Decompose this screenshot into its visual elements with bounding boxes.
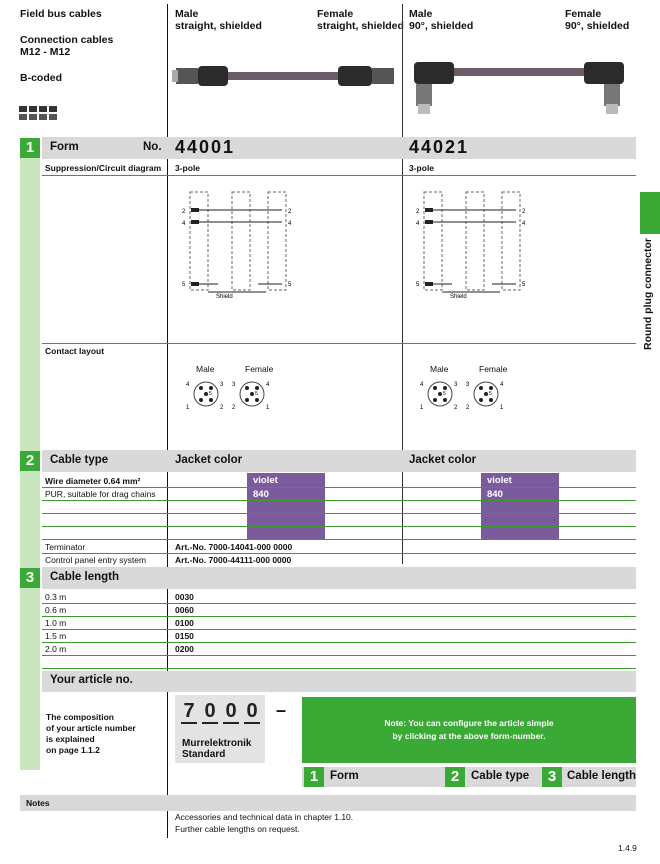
row-line (42, 655, 636, 656)
row-line (42, 553, 636, 554)
section1-header-bar (42, 137, 636, 159)
svg-text:4: 4 (522, 221, 526, 227)
no-label: No. (143, 141, 162, 153)
col2-female-desc: 90°, shielded (565, 20, 630, 32)
article-digit-1: 7 (181, 700, 197, 724)
svg-text:5: 5 (182, 282, 186, 288)
svg-text:4: 4 (186, 382, 190, 388)
composition-line-1: The composition (46, 712, 114, 722)
svg-text:2: 2 (288, 209, 292, 215)
circuit-diagram-a (178, 190, 298, 300)
terminator-label: Terminator (45, 542, 86, 552)
svg-text:2: 2 (454, 405, 458, 411)
section3-label: Cable length (50, 571, 120, 583)
pole-b: 3-pole (409, 163, 435, 173)
article-form-44001[interactable]: 44001 (175, 137, 236, 157)
section1-number: 1 (20, 138, 40, 158)
section3-number: 3 (20, 568, 40, 588)
pole-a: 3-pole (175, 163, 201, 173)
row-line (42, 539, 636, 540)
configure-note-box (302, 697, 636, 763)
doc-title: Field bus cables (20, 8, 102, 20)
row-line (42, 603, 636, 604)
row-line (42, 668, 636, 669)
length-row-2-length: 1.0 m (45, 618, 67, 628)
svg-text:5: 5 (489, 391, 492, 397)
col1-female-title: Female (317, 8, 354, 20)
svg-text:4: 4 (182, 221, 186, 227)
legend-num-3: 3 (542, 767, 562, 787)
svg-text:1: 1 (266, 405, 270, 411)
article-form-44021[interactable]: 44021 (409, 137, 470, 157)
length-row-4-code: 0200 (175, 644, 194, 654)
contact-layout-label: Contact layout (45, 346, 105, 356)
contact-layout-a (184, 376, 274, 412)
female-label-a: Female (245, 364, 274, 374)
svg-text:3: 3 (454, 382, 458, 388)
coding-label: B-coded (20, 72, 62, 84)
svg-text:5: 5 (209, 391, 212, 397)
svg-text:1: 1 (186, 405, 190, 411)
straight-cable-image (172, 56, 400, 96)
note-line-2: by clicking at the above form-number. (392, 731, 546, 741)
length-row-1-length: 0.6 m (45, 605, 67, 615)
notes-line-2: Further cable lengths on request. (175, 824, 300, 834)
article-digit-3: 0 (223, 700, 239, 724)
female-label-b: Female (479, 364, 508, 374)
col1-male-desc: straight, shielded (175, 20, 262, 32)
notes-label: Notes (26, 798, 50, 808)
legend-num-1: 1 (304, 767, 324, 787)
shield-label-b: Shield (450, 294, 467, 300)
jacket-color-b: Jacket color (409, 454, 477, 466)
svg-text:1: 1 (420, 405, 424, 411)
color-code-b: 840 (487, 489, 503, 500)
control-panel-label: Control panel entry system (45, 555, 147, 565)
section3-header-bar (42, 567, 636, 589)
col2-male-title: Male (409, 8, 433, 20)
length-row-0-length: 0.3 m (45, 592, 67, 602)
notes-header-bar (20, 795, 636, 811)
shield-label-a: Shield (216, 294, 233, 300)
section1-label: Form (50, 141, 79, 153)
length-row-2-code: 0100 (175, 618, 194, 628)
contact-layout-b (418, 376, 508, 412)
cable-logo-icon (18, 104, 60, 122)
length-row-4-length: 2.0 m (45, 644, 67, 654)
section2-number: 2 (20, 451, 40, 471)
suppression-label: Suppression/Circuit diagram (45, 163, 162, 173)
color-name-b: violet (487, 475, 512, 486)
brand-line-1: Murrelektronik (182, 738, 252, 749)
article-dash: – (276, 700, 287, 720)
svg-text:5: 5 (288, 282, 292, 288)
legend-cable-length: Cable length (567, 770, 637, 782)
side-tab-label: Round plug connector (642, 238, 654, 350)
row-line (42, 487, 636, 488)
terminator-value: Art.-No. 7000-14041-000 0000 (175, 542, 293, 552)
brand-line-2: Standard (182, 749, 226, 760)
legend-num-2: 2 (445, 767, 465, 787)
svg-text:2: 2 (220, 405, 224, 411)
svg-text:1: 1 (500, 405, 504, 411)
pur-description: PUR, suitable for drag chains (45, 489, 156, 499)
page-number: 1.4.9 (618, 843, 637, 853)
svg-text:4: 4 (500, 382, 504, 388)
row-line (42, 526, 636, 527)
svg-text:4: 4 (416, 221, 420, 227)
length-row-3-length: 1.5 m (45, 631, 67, 641)
row-line (42, 629, 636, 630)
section2-label: Cable type (50, 454, 109, 466)
circuit-diagram-b (412, 190, 532, 300)
svg-text:2: 2 (416, 209, 420, 215)
row-line (42, 616, 636, 617)
svg-text:2: 2 (466, 405, 470, 411)
control-panel-value: Art.-No. 7000-44111-000 0000 (175, 555, 292, 565)
svg-text:2: 2 (232, 405, 236, 411)
svg-text:5: 5 (255, 391, 258, 397)
svg-text:5: 5 (416, 282, 420, 288)
angled-cable-image (408, 56, 634, 118)
column-divider-2 (402, 4, 403, 564)
col1-female-desc: straight, shielded (317, 20, 404, 32)
col2-male-desc: 90°, shielded (409, 20, 474, 32)
svg-text:3: 3 (466, 382, 470, 388)
notes-line-1: Accessories and technical data in chapter 1.10. (175, 812, 354, 822)
doc-subtitle-2: M12 - M12 (20, 46, 71, 58)
svg-text:2: 2 (522, 209, 526, 215)
svg-text:3: 3 (220, 382, 224, 388)
svg-text:4: 4 (266, 382, 270, 388)
note-line-1: Note: You can configure the article simple (384, 718, 554, 728)
length-row-0-code: 0030 (175, 592, 194, 602)
doc-subtitle: Connection cables (20, 34, 114, 46)
svg-text:4: 4 (420, 382, 424, 388)
color-code-a: 840 (253, 489, 269, 500)
col1-male-title: Male (175, 8, 199, 20)
article-digit-4: 0 (244, 700, 260, 724)
wire-diameter: Wire diameter 0.64 mm² (45, 476, 141, 486)
svg-text:5: 5 (443, 391, 446, 397)
row-line (42, 500, 636, 501)
svg-text:4: 4 (288, 221, 292, 227)
side-tab-marker (640, 192, 660, 234)
length-row-1-code: 0060 (175, 605, 194, 615)
row-line (42, 642, 636, 643)
length-row-3-code: 0150 (175, 631, 194, 641)
section2-header-bar (42, 450, 636, 472)
column-divider-1 (167, 4, 168, 838)
composition-line-2: of your article number (46, 723, 136, 733)
male-label-b: Male (430, 364, 449, 374)
svg-text:3: 3 (232, 382, 236, 388)
legend-form: Form (330, 770, 359, 782)
row-line (42, 343, 636, 344)
svg-text:2: 2 (182, 209, 186, 215)
jacket-color-a: Jacket color (175, 454, 243, 466)
article-digit-2: 0 (202, 700, 218, 724)
col2-female-title: Female (565, 8, 602, 20)
composition-line-3: is explained (46, 734, 95, 744)
legend-cable-type: Cable type (471, 770, 530, 782)
article-heading: Your article no. (50, 674, 133, 686)
svg-text:5: 5 (522, 282, 526, 288)
composition-line-4: on page 1.1.2 (46, 745, 100, 755)
color-name-a: violet (253, 475, 278, 486)
male-label-a: Male (196, 364, 215, 374)
row-line (42, 175, 636, 176)
row-line (42, 513, 636, 514)
